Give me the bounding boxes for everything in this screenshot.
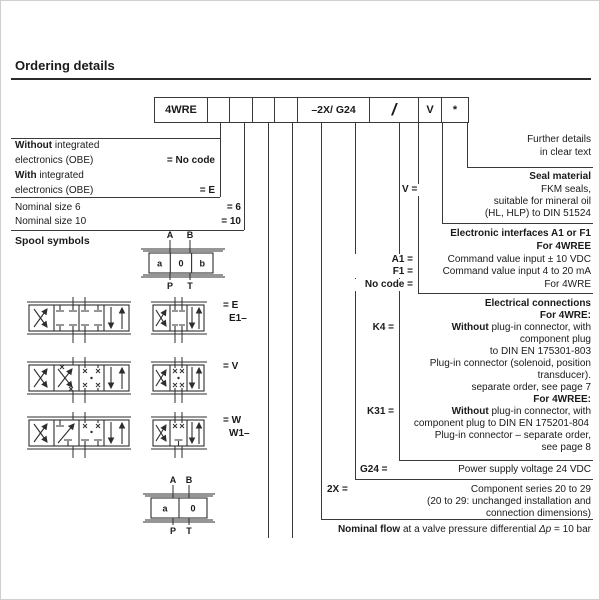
spool-symbol-w-large [27,412,131,458]
seal-line2: suitable for mineral oil [493,196,591,207]
spool-symbol-v-large [27,357,131,403]
port-a-label: A [166,230,174,240]
code-box-seal: V [418,97,443,123]
code-size-10: = 10 [221,216,241,227]
port-t-label: T [187,281,193,291]
label-without-obe-line1 [15,140,99,152]
valve-symbol-2pos [139,473,235,535]
spool-code-w: = W [223,415,242,426]
cell-a: a [157,258,163,269]
k31-label: K31 = [356,406,396,418]
interface-a1-label: A1 = [353,254,415,266]
code-e: = E [199,185,215,196]
k4-line5: separate order, see page 7 [471,382,591,393]
nominal-flow-note [311,524,591,536]
ladder-vline-flow [292,123,293,538]
port-t-label: T [186,526,192,536]
interfaces-heading: Electronic interfaces A1 or F1 [450,228,591,239]
port-a-label: A [169,475,177,485]
interface-a1-text: Command value input ± 10 VDC [447,254,591,265]
cell-zero: 0 [178,258,184,269]
code-box-connector-slash: / [369,97,419,123]
code-size-6: = 6 [226,202,241,213]
k4-text [411,322,591,334]
code-box-size [229,97,253,123]
without-bold: Without [15,140,53,151]
k31-line1: component plug to DIN EN 175201-804 [413,418,589,429]
spool-code-v: = V [223,361,239,372]
interface-nocode-label: No code = [353,279,415,291]
k4-rest: plug-in connector, with [488,322,591,333]
spool-code-e: = E [223,300,239,311]
without-rest: integrated [52,140,100,151]
spool-symbol-w-small [151,412,207,458]
label-nominal-size-10: Nominal size 10 [15,216,87,227]
with-bold: With [15,170,37,181]
k4-line1: component plug [519,334,591,345]
interfaces-sub: For 4WREE [536,241,591,252]
rule-electrical [399,460,593,461]
code-box-model: 4WRE [154,97,208,123]
electrical-heading: Electrical connections [484,298,591,309]
valve-symbol-3pos [135,228,231,290]
k31-rest: plug-in connector, with [488,406,591,417]
label-without-obe-line2: electronics (OBE) [15,155,94,166]
spool-symbol-e-large [27,297,131,343]
series-line3: connection dimensions) [485,508,591,519]
k4-line3: Plug-in connector (solenoid, position [429,358,591,369]
rule-seal [442,223,593,224]
port-b-label: B [185,475,193,485]
k31-bold: Without [451,406,489,417]
rule-obe-top [11,138,220,139]
series-line2: (20 to 29: unchanged installation and [426,496,591,507]
cell-a: a [162,503,168,514]
k31-line3: see page 8 [541,442,591,453]
code-box-spool [252,97,276,123]
k4-bold: Without [451,322,489,333]
ladder-vline-obe [220,123,221,197]
code-box-star: * [441,97,469,123]
spool-code-e1: E1– [229,313,247,324]
port-b-label: B [186,230,194,240]
spool-symbol-e-small [151,297,207,343]
ladder-vline-series [321,123,322,519]
g24-label: G24 = [360,464,388,475]
spool-symbol-v-small [151,357,207,403]
port-p-label: P [169,526,177,536]
k4-line4: transducer). [537,370,591,381]
interface-f1-text: Command value input 4 to 20 mA [442,266,591,277]
seal-heading: Seal material [529,171,591,182]
interface-nocode-text: For 4WRE [544,279,591,290]
nominal-flow-mid: at a valve pressure differential [400,524,539,535]
ladder-vline-spool [268,123,269,538]
rule-further-details [467,167,593,168]
ordering-code-row [154,97,469,123]
k31-line2: Plug-in connector – separate order, [434,430,591,441]
ladder-vline-interface [418,123,419,293]
with-rest: integrated [36,170,84,181]
nominal-flow-bold: Nominal flow [337,524,401,535]
rule-g24 [355,479,593,480]
electrical-for-4wree: For 4WREE: [533,394,591,405]
ladder-vline-size [244,123,245,230]
series-line1: Component series 20 to 29 [470,484,591,495]
code-box-obe [207,97,231,123]
spool-code-w1: W1– [229,428,250,439]
interface-f1-label: F1 = [353,266,415,278]
series-label: 2X = [327,484,348,495]
nominal-flow-tail: = 10 bar [551,524,591,535]
code-box-series-g24: –2X/ G24 [297,97,371,123]
rule-interface [418,293,593,294]
code-box-flow [274,97,298,123]
page-title: Ordering details [15,58,115,73]
label-nominal-size-6: Nominal size 6 [15,202,81,213]
cell-b: b [199,258,206,269]
cell-zero: 0 [190,503,196,514]
k31-text [411,406,591,418]
rule-obe-bottom [11,197,220,198]
k4-label: K4 = [359,322,396,334]
title-rule [11,78,591,80]
electrical-for-4wre: For 4WRE: [539,310,591,321]
g24-text: Power supply voltage 24 VDC [458,464,591,475]
seal-line1: FKM seals, [540,184,591,195]
code-no-code: = No code [166,155,215,166]
label-with-obe-line2: electronics (OBE) [15,185,94,196]
delta-p: Δp [538,524,552,535]
seal-line3: (HL, HLP) to DIN 51524 [484,208,591,219]
label-with-obe-line1 [15,170,84,182]
spool-symbols-heading: Spool symbols [15,235,90,247]
k4-line2: to DIN EN 175301-803 [489,346,591,357]
further-details-line1: Further details [527,134,591,145]
port-p-label: P [166,281,174,291]
ladder-vline-g24 [355,123,356,479]
ladder-vline-electrical [399,123,400,460]
further-details-line2: in clear text [539,147,591,158]
seal-code-label: V = [402,184,418,195]
